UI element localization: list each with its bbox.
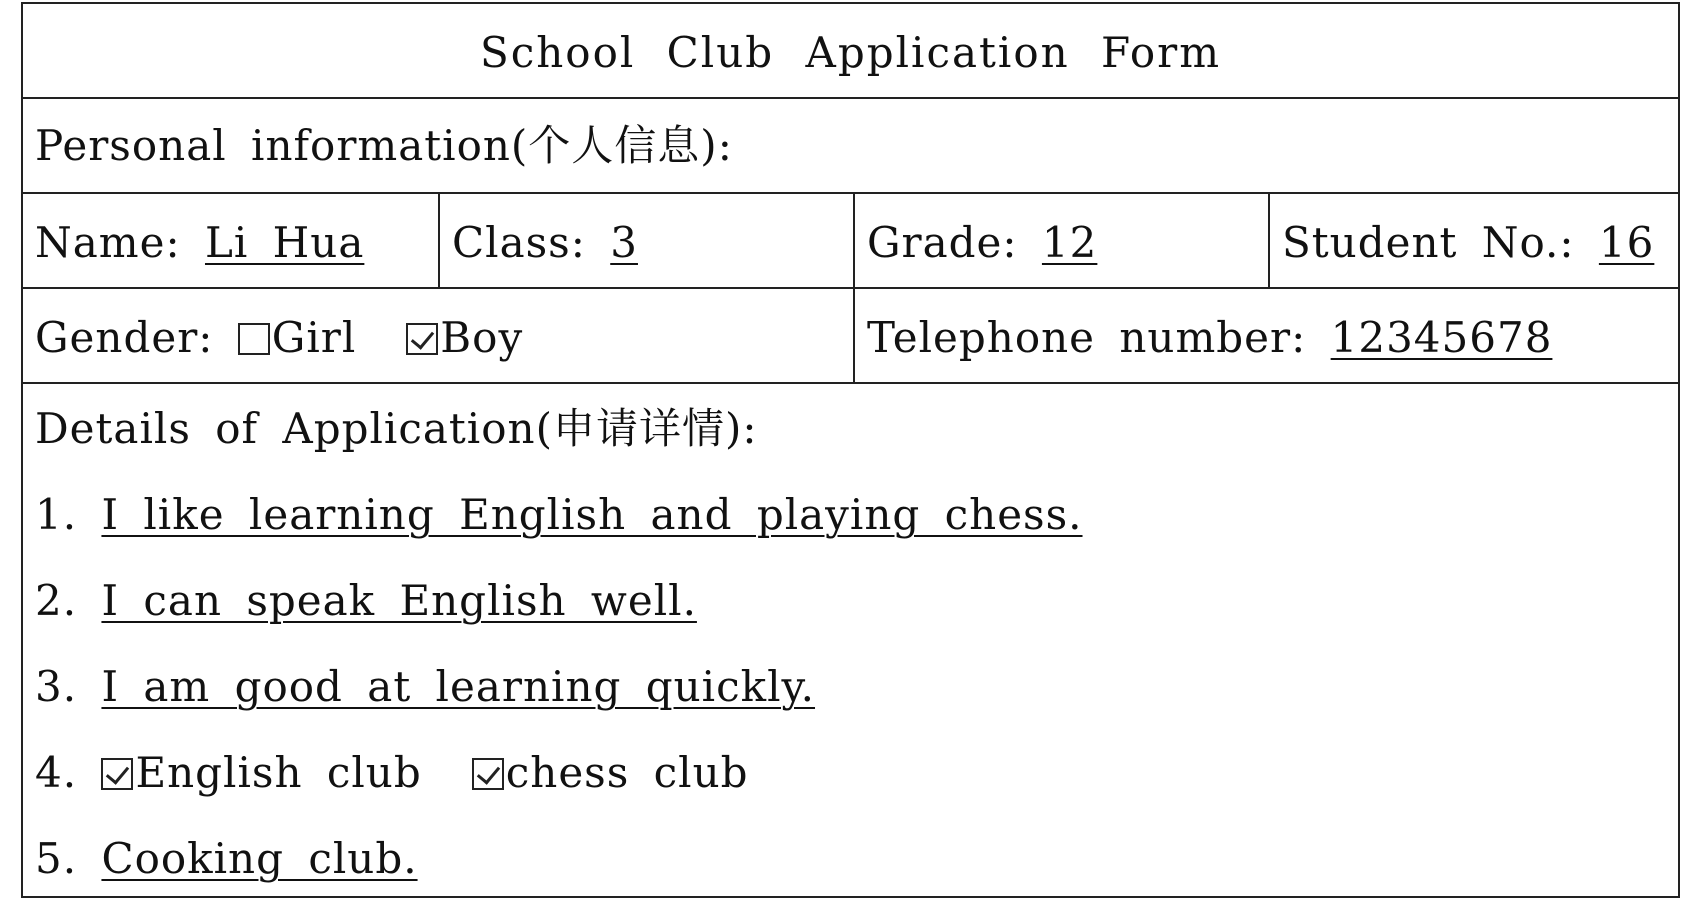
details-heading: Details of Application(申请详情):	[35, 404, 758, 453]
class-cell	[438, 194, 853, 287]
grade-label: Grade:	[867, 218, 1018, 267]
detail-item-4	[35, 748, 749, 797]
checkbox-girl[interactable]	[238, 323, 270, 355]
personal-info-row	[23, 99, 1678, 194]
detail-item-2	[35, 576, 697, 625]
telephone-label: Telephone number:	[867, 313, 1307, 362]
title-row	[23, 4, 1678, 99]
form-title: School Club Application Form	[479, 28, 1222, 77]
gender-phone-row	[23, 289, 1678, 384]
name-cell	[23, 194, 438, 287]
detail-text: I like learning English and playing chess.	[101, 490, 1083, 539]
checkbox-chess-club[interactable]	[472, 758, 504, 790]
club-option-chess: chess club	[505, 748, 749, 797]
detail-number: 5.	[35, 834, 78, 883]
gender-option-girl: Girl	[271, 313, 357, 362]
detail-number: 1.	[35, 490, 78, 539]
student-no-label: Student No.:	[1282, 218, 1575, 267]
detail-item-5	[35, 834, 418, 883]
detail-item-3	[35, 662, 816, 711]
grade-value: 12	[1041, 218, 1098, 267]
gender-label: Gender:	[35, 313, 214, 362]
class-value: 3	[610, 218, 638, 267]
checkbox-boy[interactable]	[406, 323, 438, 355]
student-no-value: 16	[1598, 218, 1655, 267]
gender-option-boy: Boy	[440, 313, 524, 362]
name-value: Li Hua	[204, 218, 365, 267]
detail-text: I am good at learning quickly.	[101, 662, 816, 711]
name-label: Name:	[35, 218, 181, 267]
application-form	[21, 2, 1680, 898]
detail-text: Cooking club.	[101, 834, 418, 883]
detail-item-1	[35, 490, 1083, 539]
student-no-cell	[1268, 194, 1678, 287]
detail-number: 3.	[35, 662, 78, 711]
grade-cell	[853, 194, 1268, 287]
student-details-row	[23, 194, 1678, 289]
class-label: Class:	[452, 218, 586, 267]
telephone-value: 12345678	[1330, 313, 1553, 362]
telephone-cell	[853, 289, 1678, 382]
details-section	[23, 384, 1678, 896]
club-option-english: English club	[135, 748, 422, 797]
detail-number: 2.	[35, 576, 78, 625]
detail-text: I can speak English well.	[101, 576, 697, 625]
detail-number: 4.	[35, 748, 78, 797]
personal-info-heading: Personal information(个人信息):	[35, 121, 733, 170]
checkbox-english-club[interactable]	[101, 758, 133, 790]
gender-cell	[23, 289, 853, 382]
